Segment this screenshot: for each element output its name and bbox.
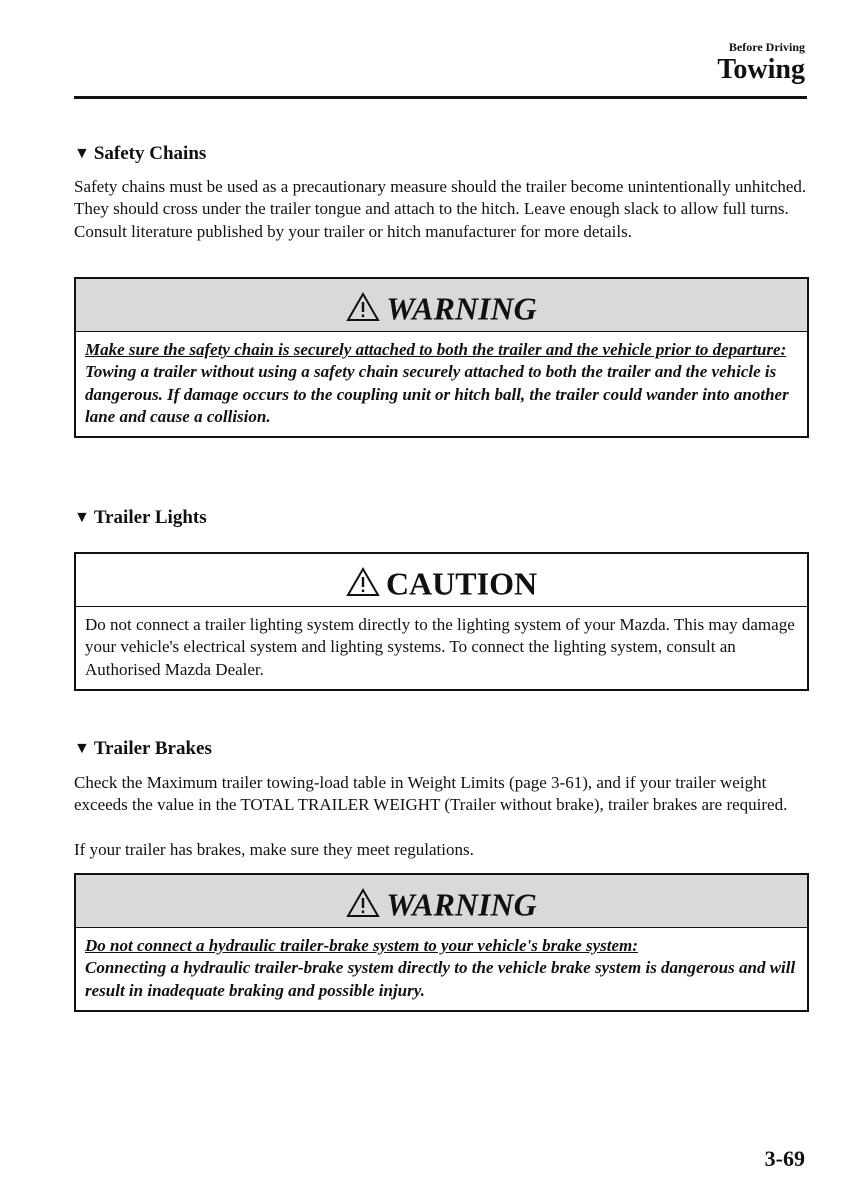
- header-divider: [74, 96, 807, 99]
- warning-text: Towing a trailer without using a safety chain securely attached to both the trailer and the vehicle is dangerous. If damage occurs to the coupling unit or hitch ball, the trailer could wander into another lane and cause a collision.: [85, 362, 789, 426]
- warning-label: WARNING: [386, 886, 537, 923]
- down-triangle-icon: ▼: [74, 145, 90, 162]
- caution-box-trailer-lights: [74, 552, 809, 691]
- caution-label: CAUTION: [385, 565, 538, 602]
- warning-triangle-icon: [346, 888, 380, 918]
- down-triangle-icon: ▼: [74, 740, 90, 757]
- warning-header: [76, 875, 807, 928]
- warning-triangle-icon: [346, 567, 380, 597]
- down-triangle-icon: ▼: [74, 509, 90, 526]
- warning-body: [76, 928, 807, 1010]
- warning-box-trailer-brakes: [74, 873, 809, 1012]
- trailer-brakes-text-2: If your trailer has brakes, make sure they meet regulations.: [74, 840, 474, 859]
- heading-trailer-brakes: ▼ Trailer Brakes: [74, 738, 212, 759]
- trailer-brakes-text: Check the Maximum trailer towing-load table in Weight Limits (page 3-61), and if your trailer weight exceeds the value in the TOTAL TRAILER WEIGHT (Trailer without brake), trailer brakes are required.: [74, 773, 788, 815]
- page-number: 3-69: [764, 1146, 805, 1171]
- warning-title: Make sure the safety chain is securely attached to both the trailer and the vehicle prior to departure:: [85, 340, 787, 359]
- warning-header: [76, 279, 807, 332]
- heading-trailer-lights: ▼ Trailer Lights: [74, 507, 207, 528]
- caution-body: Do not connect a trailer lighting system directly to the lighting system of your Mazda. This may damage your vehicle's electrical system and lighting systems. To connect the lighting system, consult an Authorised Mazda Dealer.: [85, 615, 795, 679]
- section-label: Before Driving: [728, 40, 805, 54]
- caution-header: [76, 554, 807, 607]
- warning-title: Do not connect a hydraulic trailer-brake system to your vehicle's brake system:: [85, 936, 638, 955]
- warning-text: Connecting a hydraulic trailer-brake system directly to the vehicle brake system is dangerous and will result in inadequate braking and possible injury.: [85, 958, 796, 1000]
- warning-label: WARNING: [386, 290, 537, 327]
- heading-safety-chains: ▼ Safety Chains: [74, 143, 207, 164]
- page-title: Towing: [717, 54, 805, 85]
- safety-chains-text: Safety chains must be used as a precautionary measure should the trailer become unintentionally unhitched. They should cross under the trailer tongue and attach to the hitch. Leave enough slack to allow full turns. Consult literature published by your trailer or hitch manufacturer for more details.: [74, 177, 807, 241]
- warning-triangle-icon: [346, 292, 380, 322]
- warning-body: [76, 332, 807, 436]
- warning-box-safety-chain: [74, 277, 809, 438]
